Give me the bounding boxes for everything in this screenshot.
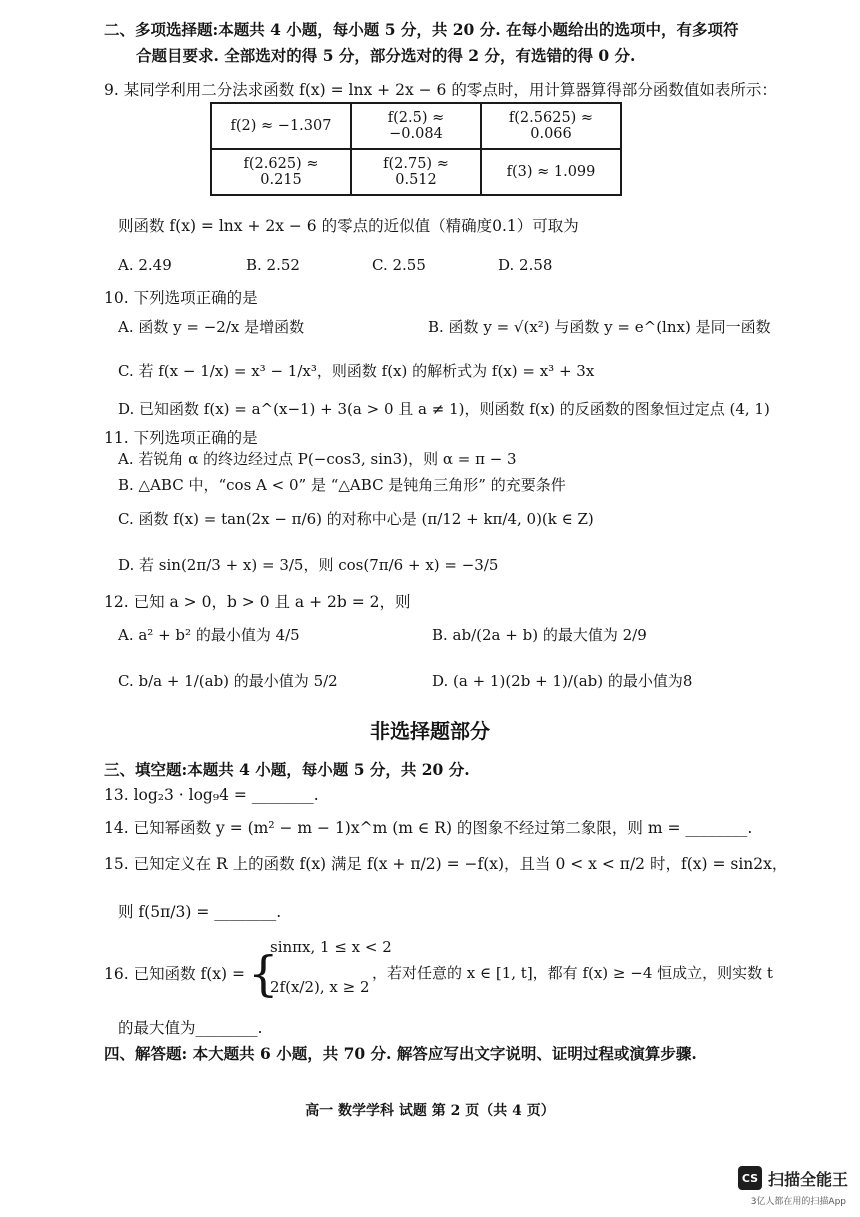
q11-option-d: D. 若 sin(2π/3 + x) = 3/5，则 cos(7π/6 + x) = −3/5 bbox=[118, 556, 499, 574]
section-4-heading: 四、解答题: 本大题共 6 小题，共 70 分. 解答应写出文字说明、证明过程或演算步骤. bbox=[104, 1044, 697, 1063]
q9-option-a: A. 2.49 bbox=[118, 256, 172, 274]
table-row bbox=[211, 149, 621, 195]
watermark-name: 扫描全能王 bbox=[767, 1169, 848, 1189]
q16-line2: 的最大值为________. bbox=[118, 1019, 263, 1037]
q11-option-b: B. △ABC 中，“cos A < 0” 是 “△ABC 是钝角三角形” 的充要条件 bbox=[118, 476, 566, 494]
q11-stem: 11. 下列选项正确的是 bbox=[104, 429, 258, 447]
q16-brace: { bbox=[248, 946, 279, 1002]
q9-value-table bbox=[210, 102, 622, 196]
table-row bbox=[211, 103, 621, 149]
q11-option-a: A. 若锐角 α 的终边经过点 P(−cos3, sin3)，则 α = π − 3 bbox=[118, 450, 517, 468]
table-cell: f(2.5625) ≈ 0.066 bbox=[481, 103, 621, 149]
section-2-heading-cont: 合题目要求. 全部选对的得 5 分，部分选对的得 2 分，有选错的得 0 分. bbox=[136, 46, 636, 65]
cs-logo-icon: CS bbox=[738, 1166, 762, 1190]
q16-case-1: sinπx, 1 ≤ x < 2 bbox=[270, 938, 392, 956]
q14: 14. 已知幂函数 y = (m² − m − 1)x^m (m ∈ R) 的图象不经过第二象限，则 m = ________. bbox=[104, 819, 753, 837]
scanner-watermark bbox=[738, 1166, 848, 1190]
q16-prefix: 16. 已知函数 f(x) = bbox=[104, 965, 245, 983]
watermark-subtitle: 3亿人都在用的扫描App bbox=[750, 1197, 846, 1207]
q10-option-c: C. 若 f(x − 1/x) = x³ − 1/x³，则函数 f(x) 的解析式为 f(x) = x³ + 3x bbox=[118, 362, 595, 380]
table-cell: f(2.75) ≈ 0.512 bbox=[351, 149, 481, 195]
q9-stem: 9. 某同学利用二分法求函数 f(x) = lnx + 2x − 6 的零点时，用计算器算得部分函数值如表所示： bbox=[104, 81, 777, 99]
q9-option-d: D. 2.58 bbox=[498, 256, 553, 274]
page-footer: 高一 数学学科 试题 第 2 页（共 4 页） bbox=[305, 1103, 555, 1119]
q12-option-a: A. a² + b² 的最小值为 4/5 bbox=[118, 626, 300, 644]
q16-suffix: ，若对任意的 x ∈ [1, t]，都有 f(x) ≥ −4 恒成立，则实数 t bbox=[372, 964, 773, 982]
q13: 13. log₂3 · log₉4 = ________. bbox=[104, 786, 319, 804]
q9-option-b: B. 2.52 bbox=[246, 256, 300, 274]
q9-option-c: C. 2.55 bbox=[372, 256, 426, 274]
q12-option-b: B. ab/(2a + b) 的最大值为 2/9 bbox=[432, 626, 647, 644]
q10-option-b: B. 函数 y = √(x²) 与函数 y = e^(lnx) 是同一函数 bbox=[428, 318, 771, 336]
q12-option-d: D. (a + 1)(2b + 1)/(ab) 的最小值为8 bbox=[432, 672, 693, 690]
q11-option-c: C. 函数 f(x) = tan(2x − π/6) 的对称中心是 (π/12 + kπ/4, 0)(k ∈ Z) bbox=[118, 510, 594, 528]
q12-stem: 12. 已知 a > 0，b > 0 且 a + 2b = 2，则 bbox=[104, 593, 411, 611]
q10-option-d: D. 已知函数 f(x) = a^(x−1) + 3(a > 0 且 a ≠ 1)，则函数 f(x) 的反函数的图象恒过定点 (4, 1) bbox=[118, 400, 770, 418]
q9-follow: 则函数 f(x) = lnx + 2x − 6 的零点的近似值（精确度0.1）可取为 bbox=[118, 217, 579, 235]
q10-stem: 10. 下列选项正确的是 bbox=[104, 289, 258, 307]
table-cell: f(2.625) ≈ 0.215 bbox=[211, 149, 351, 195]
part-title: 非选择题部分 bbox=[370, 719, 490, 743]
q12-option-c: C. b/a + 1/(ab) 的最小值为 5/2 bbox=[118, 672, 338, 690]
table-cell: f(3) ≈ 1.099 bbox=[481, 149, 621, 195]
q10-option-a: A. 函数 y = −2/x 是增函数 bbox=[118, 318, 305, 336]
section-2-heading: 二、多项选择题:本题共 4 小题，每小题 5 分，共 20 分. 在每小题给出的选项中，有多项符 bbox=[104, 20, 739, 39]
q15-line2: 则 f(5π/3) = ________. bbox=[118, 903, 282, 921]
section-3-heading: 三、填空题:本题共 4 小题，每小题 5 分，共 20 分. bbox=[104, 760, 470, 779]
q16-case-2: 2f(x/2), x ≥ 2 bbox=[270, 978, 370, 996]
q15-line1: 15. 已知定义在 R 上的函数 f(x) 满足 f(x + π/2) = −f(x)，且当 0 < x < π/2 时，f(x) = sin2x， bbox=[104, 855, 788, 873]
table-cell: f(2.5) ≈ −0.084 bbox=[351, 103, 481, 149]
table-cell: f(2) ≈ −1.307 bbox=[211, 103, 351, 149]
